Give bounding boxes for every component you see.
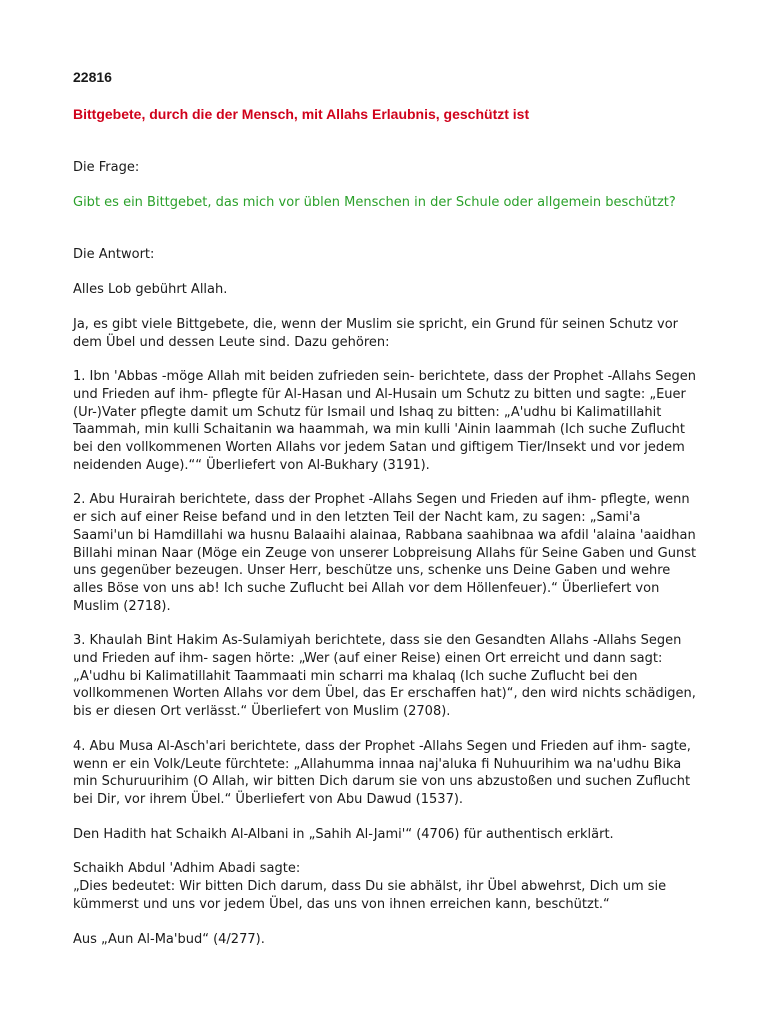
document-title: Bittgebete, durch die der Mensch, mit Allahs Erlaubnis, geschützt ist: [73, 106, 530, 122]
paragraph-hadith-4: 4. Abu Musa Al-Asch'ari berichtete, dass der Prophet -Allahs Segen und Frieden auf ihm- sagte, wenn er ein Volk/Leute fürchtete: „Allahumma innaa naj'aluka fi Nuhuurihim wa na'udhu Bika min Schuruurihim (O Allah, wir bitten Dich darum sie von uns abzustoßen und suchen Zuflucht bei Dir, vor ihrem Übel.“ Überliefert von Abu Dawud (1537).: [73, 738, 691, 807]
quote-intro: Schaikh Abdul 'Adhim Abadi sagte:: [73, 861, 301, 877]
paragraph-praise: Alles Lob gebührt Allah.: [73, 282, 228, 298]
source-reference: Aus „Aun Al-Ma'bud“ (4/277).: [73, 931, 265, 947]
question-text: Gibt es ein Bittgebet, das mich vor üblen Menschen in der Schule oder allgemein beschützt?: [73, 194, 676, 210]
paragraph-hadith-2: 2. Abu Hurairah berichtete, dass der Prophet -Allahs Segen und Frieden auf ihm- pflegte, wenn er sich auf einer Reise befand und in den letzten Teil der Nacht kam, zu sagen: „Sami'a Saami'un bi Hamdillahi wa husnu Balaaihi alainaa, Rabbana saahibnaa wa afdil 'alaina 'aaidhan Billahi minan Naar (Möge ein Zeuge von unserer Lobpreisung Allahs für Seine Gaben und Gunst uns gegenüber bezeugen. Unser Herr, beschütze uns, schenke uns Deine Gaben und wehre alles Böse von uns ab! Ich suche Zuflucht bei Allah vor dem Höllenfeuer).“ Überliefert von Muslim (2718).: [73, 492, 697, 614]
paragraph-authentication: Den Hadith hat Schaikh Al-Albani in „Sahih Al-Jami'“ (4706) für authentisch erklärt.: [73, 826, 614, 842]
paragraph-hadith-1: 1. Ibn 'Abbas -möge Allah mit beiden zufrieden sein- berichtete, dass der Prophet -Allahs Segen und Frieden auf ihm- pflegte für Al-Hasan und Al-Husain um Schutz zu bitten und sagte: „Euer (Ur-)Vater pflegte damit um Schutz für Ismail und Ishaq zu bitten: „A'udhu bi Kalimatillahit Taammah, min kulli Schaitanin wa haammah, wa min kulli 'Ainin laammah (Ich suche Zuflucht bei den vollkommenen Worten Allahs vor jedem Satan und giftigem Tier/Insekt und vor jedem neidenden Auge).““ Überliefert von Al-Bukhary (3191).: [73, 369, 697, 473]
paragraph-intro: Ja, es gibt viele Bittgebete, die, wenn der Muslim sie spricht, ein Grund für seinen Schutz vor dem Übel und dessen Leute sind. Dazu gehören:: [73, 316, 679, 350]
quote-text: „Dies bedeutet: Wir bitten Dich darum, dass Du sie abhälst, ihr Übel abwehrst, Dich um sie kümmerst und uns vor jedem Übel, das uns von ihnen erreichen kann, beschützt.“: [73, 879, 667, 912]
answer-label: Die Antwort:: [73, 247, 155, 263]
question-label: Die Frage:: [73, 160, 140, 175]
quote-block: [73, 860, 698, 913]
paragraph-hadith-3: 3. Khaulah Bint Hakim As-Sulamiyah berichtete, dass sie den Gesandten Allahs -Allahs Segen und Frieden auf ihm- sagen hörte: „Wer (auf einer Reise) einen Ort erreicht und dann sagt: „A'udhu bi Kalimatillahit Taammaati min scharri ma khalaq (Ich suche Zuflucht bei den vollkommenen Worten Allahs vor dem Übel, das Er erschaffen hat)“, den wird nichts schädigen, bis er diesen Ort verlässt.“ Überliefert von Muslim (2708).: [73, 633, 696, 720]
document-id: 22816: [73, 69, 112, 85]
